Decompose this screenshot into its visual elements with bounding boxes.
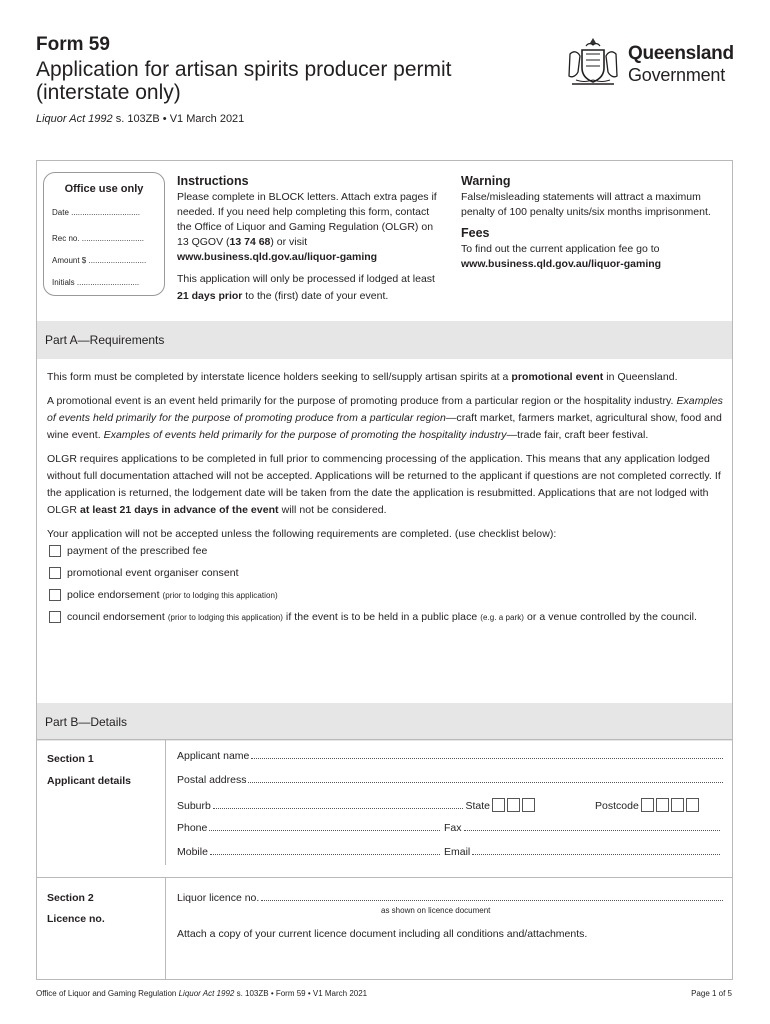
- pa2e: —trade fair, craft beer festival.: [506, 429, 649, 441]
- checkbox-council[interactable]: [49, 611, 61, 623]
- checkbox-fee[interactable]: [49, 545, 61, 557]
- instructions-heading: Instructions: [177, 174, 249, 188]
- instructions-block: [177, 174, 442, 305]
- checklist-item-organiser: [47, 565, 727, 582]
- section-2-subtitle: Licence no.: [47, 913, 105, 925]
- checkbox-organiser[interactable]: [49, 567, 61, 579]
- phone-field[interactable]: [177, 822, 442, 834]
- instructions-text-b: ) or visit: [270, 236, 308, 248]
- warning-heading: Warning: [461, 174, 511, 188]
- applicant-name-field[interactable]: [177, 750, 725, 762]
- pa2c: —craft market, farmers market, agricultural show, food and wine event.: [47, 412, 722, 441]
- postcode-boxes[interactable]: [641, 798, 701, 812]
- office-date: Date ...............................: [52, 208, 141, 217]
- postcode-field[interactable]: [595, 798, 701, 812]
- logo-government: Government: [628, 65, 726, 85]
- licence-no-field[interactable]: [177, 892, 725, 904]
- instructions-link[interactable]: www.business.qld.gov.au/liquor-gaming: [177, 251, 378, 263]
- pa1b: promotional event: [511, 371, 604, 383]
- phone-number: 13 74 68: [229, 236, 271, 248]
- form-number: Form 59: [36, 34, 110, 55]
- state-label: State: [465, 800, 490, 812]
- lodgement-note-a: This application will only be processed if lodged at least: [177, 273, 435, 285]
- office-amount: Amount $ ..........................: [52, 256, 147, 265]
- part-b-heading: Part B—Details: [37, 703, 732, 741]
- suburb-label: Suburb: [177, 800, 211, 812]
- page-number: Page 1 of 5: [691, 989, 732, 998]
- footer-act: Liquor Act 1992: [178, 989, 235, 998]
- checkbox-police[interactable]: [49, 589, 61, 601]
- part-a-body: [47, 369, 727, 631]
- suburb-field[interactable]: [177, 798, 537, 812]
- mobile-label: Mobile: [177, 846, 208, 858]
- licence-no-label: Liquor licence no.: [177, 892, 260, 904]
- section-1: [37, 739, 732, 865]
- fees-text: To find out the current application fee go to: [461, 243, 660, 255]
- fax-label: Fax: [444, 822, 462, 834]
- part-a-heading: Part A—Requirements: [37, 321, 732, 359]
- mobile-line[interactable]: [210, 854, 440, 855]
- pa2a: A promotional event is an event held primarily for the purpose of promoting produce from a particular region or the hospitality industry.: [47, 395, 677, 407]
- applicant-name-label: Applicant name: [177, 750, 250, 762]
- section-divider: [165, 740, 166, 865]
- fees-link[interactable]: www.business.qld.gov.au/liquor-gaming: [461, 258, 662, 270]
- act-reference: s. 103ZB • V1 March 2021: [112, 113, 245, 125]
- form-title: Application for artisan spirits producer permit (interstate only): [36, 58, 452, 104]
- section-2-title: Section 2: [47, 892, 94, 904]
- fax-field[interactable]: [444, 822, 722, 834]
- checklist-label-organiser: promotional event organiser consent: [67, 567, 239, 579]
- phone-line[interactable]: [209, 830, 440, 831]
- postal-address-line[interactable]: [248, 782, 723, 783]
- checklist-note-council: (prior to lodging this application): [167, 613, 283, 622]
- section-1-subtitle: Applicant details: [47, 775, 132, 787]
- logo-queensland: Queensland: [628, 43, 734, 64]
- checklist-label-council-c: or a venue controlled by the council.: [524, 611, 697, 623]
- warning-text: False/misleading statements will attract a maximum penalty of 100 penalty units/six months imprisonment.: [461, 191, 711, 218]
- checklist-item-fee: [47, 543, 727, 560]
- section-2: [37, 877, 732, 980]
- checklist-label-police: police endorsement: [67, 589, 163, 601]
- licence-note: as shown on licence document: [381, 906, 491, 915]
- pa3a: OLGR requires applications to be completed in full prior to commencing processing of the application. This means that any application lodged without full documentation attached will not be accepted. Applications will be returned to the applicant if questions are not completed correctly. If the application is returned, the lodgement date will be taken from the date the application is resubmitted. Applications that are not lodged with OLGR: [47, 453, 721, 516]
- part-a-para-3: [47, 451, 727, 519]
- postcode-label: Postcode: [595, 800, 639, 812]
- section-divider-2: [165, 878, 166, 980]
- pa2b: Examples of events held primarily for the purpose of promoting produce from a particular region: [47, 395, 723, 424]
- instructions-text: [177, 190, 442, 265]
- phone-label: Phone: [177, 822, 208, 834]
- pa1c: in Queensland.: [603, 371, 678, 383]
- office-use-heading: Office use only: [64, 183, 144, 195]
- office-rec-no: Rec no. ............................: [52, 234, 145, 243]
- pa3b: at least 21 days in advance of the event: [79, 504, 279, 516]
- section-1-title: Section 1: [47, 753, 94, 765]
- warning-block: [461, 174, 711, 272]
- fax-line[interactable]: [464, 830, 720, 831]
- checklist-note-park: (e.g. a park): [480, 613, 525, 622]
- act-name: Liquor Act 1992: [36, 113, 113, 125]
- coat-of-arms-icon: [564, 34, 622, 90]
- checklist-item-police: [47, 587, 727, 604]
- qld-government-logo: [564, 34, 739, 90]
- email-label: Email: [444, 846, 471, 858]
- licence-no-line[interactable]: [261, 900, 723, 901]
- email-field[interactable]: [444, 846, 722, 858]
- checklist-note-police: (prior to lodging this application): [162, 591, 278, 600]
- checklist-label-council-b: if the event is to be held in a public place: [282, 611, 481, 623]
- checklist-item-council: [47, 609, 727, 626]
- footer-org: Office of Liquor and Gaming Regulation: [36, 989, 179, 998]
- postal-address-label: Postal address: [177, 774, 247, 786]
- lodgement-note-c: to the (first) date of your event.: [242, 290, 389, 302]
- fees-heading: Fees: [461, 226, 490, 240]
- office-initials: Initials ............................: [52, 278, 140, 287]
- office-use-box: [43, 172, 165, 296]
- form-panel: [36, 160, 733, 980]
- state-boxes[interactable]: [492, 798, 537, 812]
- footer-text: [36, 989, 367, 998]
- part-a-para-2: [47, 393, 727, 444]
- form-subtitle: [36, 113, 244, 125]
- email-line[interactable]: [472, 854, 720, 855]
- pa3c: will not be considered.: [278, 504, 387, 516]
- lodgement-days: 21 days prior: [177, 290, 243, 302]
- part-a-para-1: [47, 369, 727, 386]
- pa2d: Examples of events held primarily for the purpose of promoting the hospitality industry: [103, 429, 507, 441]
- mobile-field[interactable]: [177, 846, 442, 858]
- footer-ref: s. 103ZB • Form 59 • V1 March 2021: [234, 989, 368, 998]
- checklist-label-council: council endorsement: [67, 611, 168, 623]
- instructions-text-a: Please complete in BLOCK letters. Attach extra pages if needed. If you need help completing this form, contact the Office of Liquor and Gaming Regulation (OLGR) on 13 QGOV (: [177, 191, 437, 248]
- part-a-para-4: Your application will not be accepted unless the following requirements are completed. (use checklist below):: [47, 528, 557, 540]
- postal-address-field[interactable]: [177, 774, 725, 786]
- attach-note: Attach a copy of your current licence document including all conditions and/attachments.: [177, 928, 588, 940]
- applicant-name-line[interactable]: [251, 758, 723, 759]
- pa1a: This form must be completed by interstate licence holders seeking to sell/supply artisan spirits at a: [47, 371, 512, 383]
- lodgement-note: [177, 271, 442, 305]
- checklist-label-fee: payment of the prescribed fee: [67, 545, 208, 557]
- suburb-line[interactable]: [213, 808, 464, 809]
